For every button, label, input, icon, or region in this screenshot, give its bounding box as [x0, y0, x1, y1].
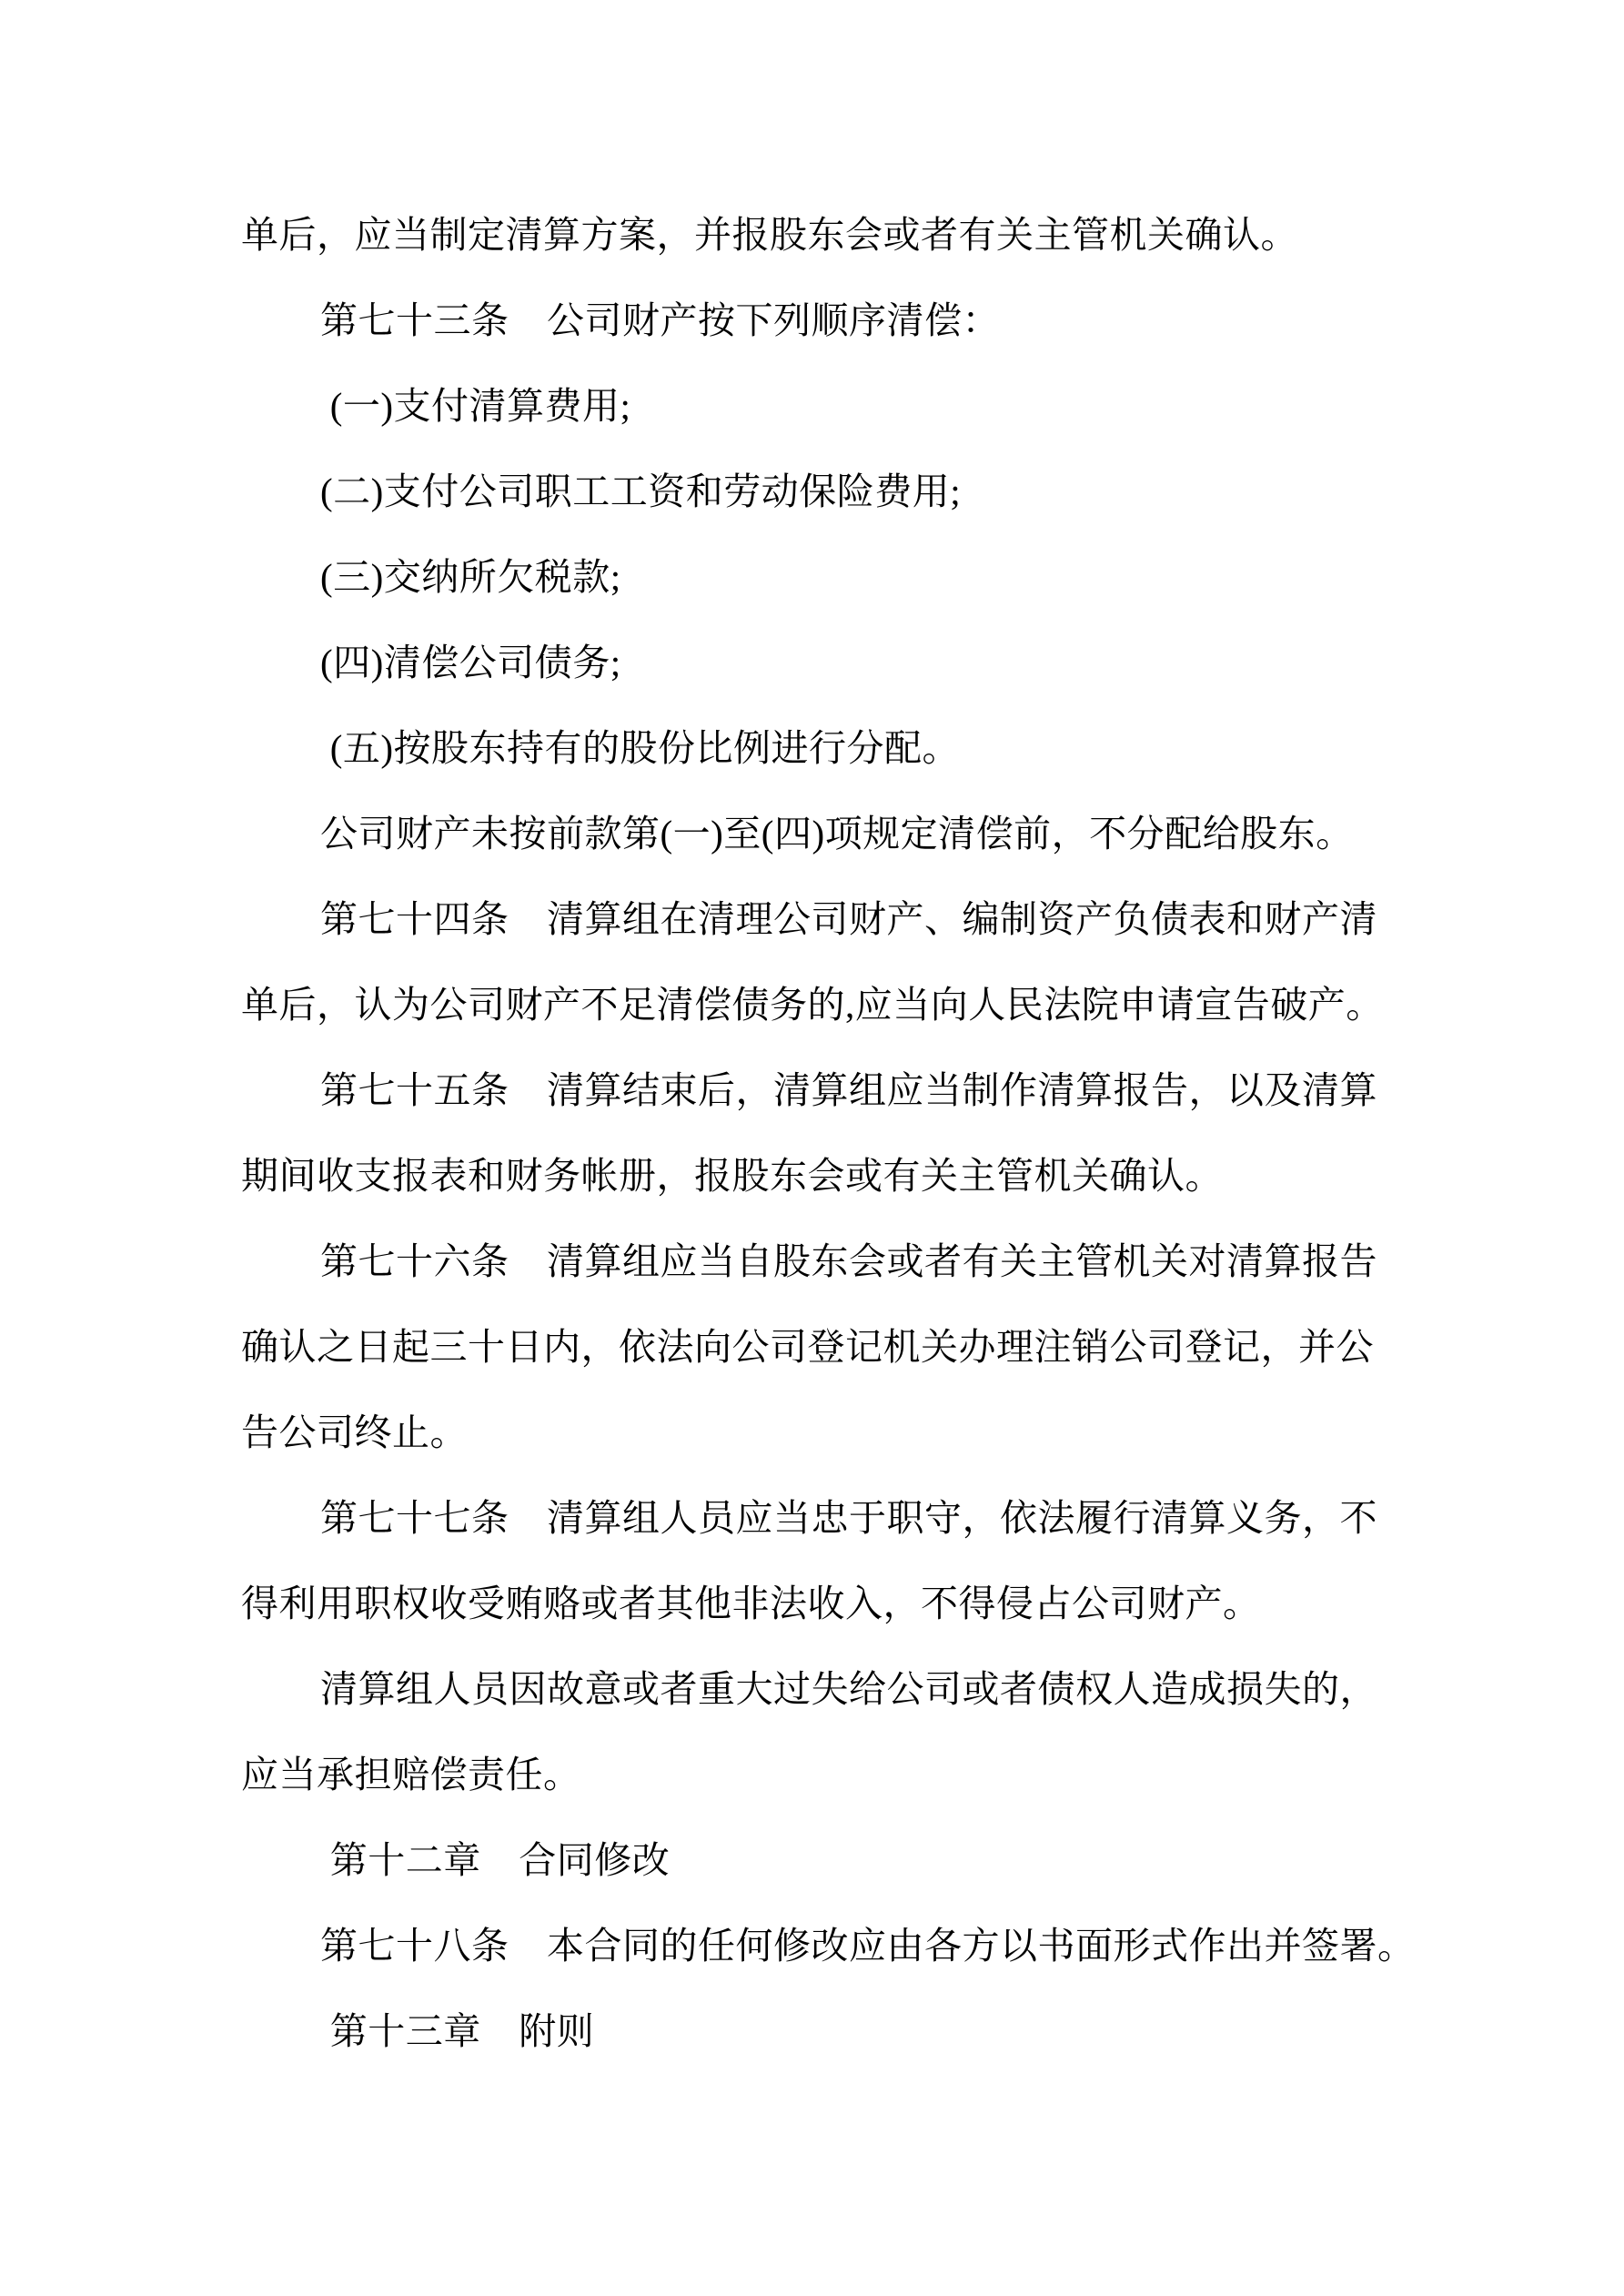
document-text [241, 192, 1424, 2074]
document-line: 第七十七条 清算组人员应当忠于职守，依法履行清算义务，不 [320, 1497, 1377, 1539]
document-line: 清算组人员因故意或者重大过失给公司或者债权人造成损失的， [320, 1668, 1377, 1710]
document-line: 告公司终止。 [241, 1411, 468, 1453]
document-line: 第十三章 附则 [320, 2010, 595, 2052]
document-line: 第七十六条 清算组应当自股东会或者有关主管机关对清算报告 [320, 1240, 1377, 1282]
document-line: (五)按股东持有的股份比例进行分配。 [320, 727, 961, 769]
document-line: 第七十四条 清算组在清理公司财产、编制资产负债表和财产清 [320, 898, 1377, 940]
document-line: (二)支付公司职工工资和劳动保险费用; [320, 470, 962, 512]
document-line: 单后，应当制定清算方案，并报股东会或者有关主管机关确认。 [241, 214, 1298, 256]
document-line: 应当承担赔偿责任。 [241, 1754, 581, 1795]
document-line: (四)清偿公司债务; [320, 642, 621, 683]
document-line: (一)支付清算费用; [320, 385, 631, 427]
document-line: 第七十八条 本合同的任何修改应由各方以书面形式作出并签署。 [320, 1925, 1416, 1967]
document-line: 得利用职权收受贿赂或者其他非法收入，不得侵占公司财产。 [241, 1583, 1261, 1624]
document-line: 确认之日起三十日内，依法向公司登记机关办理注销公司登记，并公 [241, 1326, 1374, 1368]
document-line: 期间收支报表和财务帐册，报股东会或有关主管机关确认。 [241, 1155, 1223, 1197]
document-line: 第十二章 合同修改 [320, 1839, 671, 1881]
document-line: (三)交纳所欠税款; [320, 556, 621, 598]
document-line: 第七十三条 公司财产按下列顺序清偿： [320, 299, 1000, 341]
document-line: 第七十五条 清算结束后，清算组应当制作清算报告，以及清算 [320, 1069, 1377, 1111]
document-line: 公司财产未按前款第(一)至(四)项规定清偿前，不分配给股东。 [320, 813, 1354, 855]
document-line: 单后，认为公司财产不足清偿债务的,应当向人民法院申请宣告破产。 [241, 984, 1384, 1026]
